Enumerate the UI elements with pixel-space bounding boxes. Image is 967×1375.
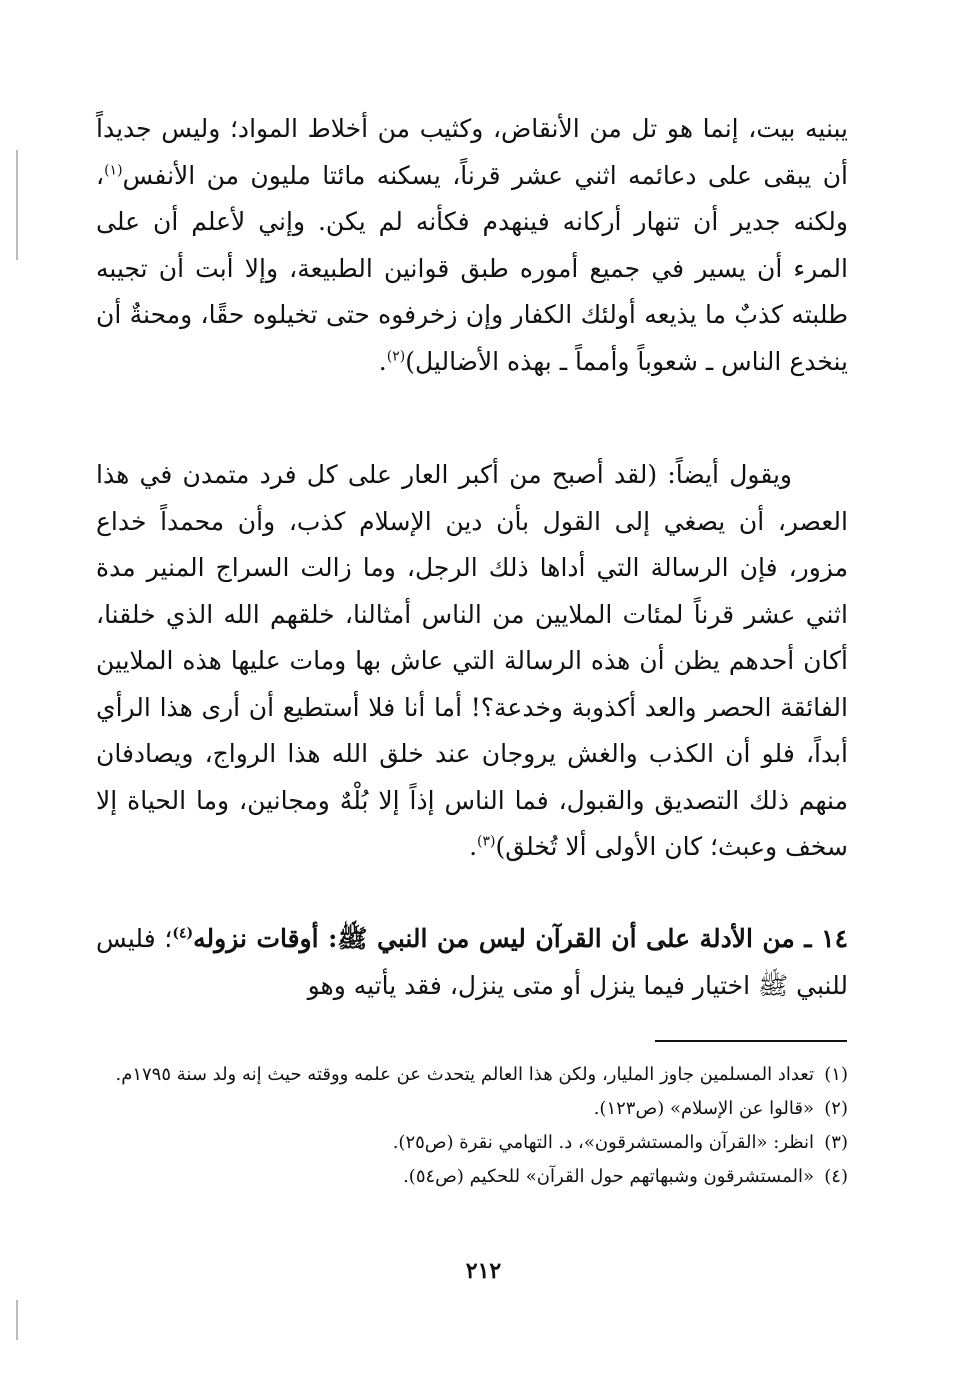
footnote-number: (١) [824,1064,848,1085]
margin-scan-mark [16,150,18,260]
paragraph-text-part: ، ولكنه جدير أن تنهار أركانه فينهدم فكأنه لم يكن. وإني لأعلم أن على المرء أن يسير في جميع أموره طبق قوانين الطبيعة، وإلا أبت أن تجيبه طلبته كذبٌ ما يذيعه أولئك الكفار وإن زخرفوه حتى تخيلوه حقًا، ومحنةٌ أن ينخدع الناس ـ شعوباً وأمماً ـ بهذه الأضاليل) [96,160,848,376]
footnote-text: انظر: «القرآن والمستشرقون»، د. التهامي نقرة (ص٢٥). [392,1132,814,1153]
paragraph-text-part: ؛ فليس للنبي ﷺ اختيار فيما ينزل أو متى ينزل، فقد يأتيه وهو [96,924,848,1000]
footnote-item [96,1058,848,1092]
paragraph-text-part: . [378,346,387,376]
footnotes [96,1058,848,1194]
paragraph-text-part: ويقول أيضاً: (لقد أصبح من أكبر العار على كل فرد متمدن في هذا العصر، أن يصغي إلى القول بأن دين الإسلام كذب، وأن محمداً خداع مزور، فإن الرسالة التي أداها ذلك الرجل، وما زالت السراج المنير مدة اثني عشر قرناً لمئات الملايين من الناس أمثالنا، خلقهم الله الذي خلقنا، أكان أحدهم يظن أن هذه الرسالة التي عاش بها ومات عليها هذه الملايين الفائقة الحصر والعد أكذوبة وخدعة؟! أما أنا فلا أستطيع أن أرى هذا الرأي أبداً، فلو أن الكذب والغش يروجان عند خلق الله هذا الرواج، ويصادفان منهم ذلك التصديق والقبول، فما الناس إذاً إلا بُلْهٌ ومجانين، وما الحياة إلا سخف وعبث؛ كان الأولى ألا تُخلق) [96,460,848,861]
margin-scan-mark [16,1300,18,1340]
page-number: ٢١٢ [465,1258,502,1284]
footnote-number: (٣) [824,1132,848,1153]
footnote-number: (٢) [824,1098,848,1119]
footnote-text: «المستشرقون وشبهاتهم حول القرآن» للحكيم (ص٥٤). [403,1166,814,1187]
footnote-text: تعداد المسلمين جاوز المليار، ولكن هذا العالم يتحدث عن علمه ووقته حيث إنه ولد سنة ١٧٩٥م. [115,1064,814,1085]
footnote-ref-4: (٤) [172,925,194,942]
footnote-item [96,1126,848,1160]
paragraph-text-part: يبنيه بيت، إنما هو تل من الأنقاض، وكثيب من أخلاط المواد؛ وليس جديداً أن يبقى على دعائمه اثني عشر قرناً، يسكنه مائتا مليون من الأنفس [96,114,848,190]
footnote-item [96,1092,848,1126]
paragraph-text [96,452,848,871]
footnote-item [96,1160,848,1194]
footnote-number: (٤) [824,1166,848,1187]
paragraph-text [96,916,848,1009]
footnote-divider [655,1040,847,1042]
paragraph-text-part: . [469,832,478,861]
section-heading: ١٤ ـ من الأدلة على أن القرآن ليس من النبي ﷺ: أوقات نزوله [193,924,848,953]
paragraph-text [96,106,848,385]
paragraph-1 [96,106,848,385]
paragraph-2 [96,452,848,871]
footnote-ref-1: (١) [104,162,123,179]
paragraph-3 [96,916,848,1009]
footnote-ref-2: (٢) [386,348,406,365]
footnote-ref-3: (٣) [477,833,496,850]
footnote-text: «قالوا عن الإسلام» (ص١٢٣). [593,1098,814,1119]
